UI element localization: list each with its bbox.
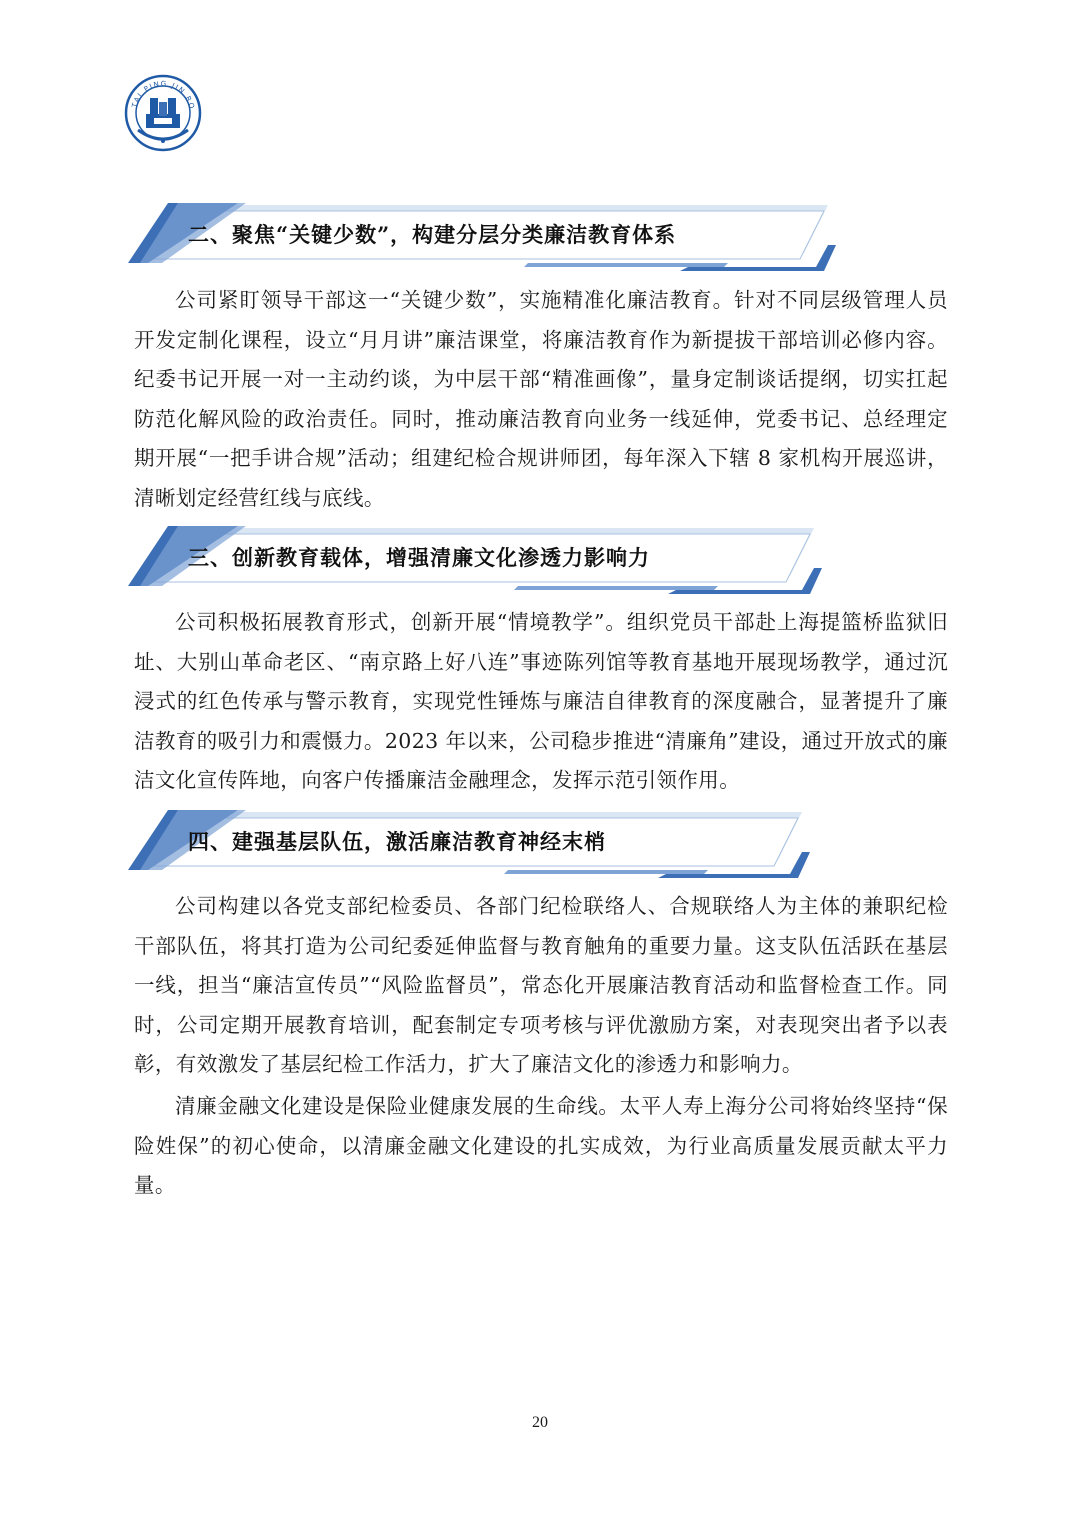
section-banner-3 (128, 524, 822, 596)
section-title: 二、聚焦“关键少数”，构建分层分类廉洁教育体系 (188, 222, 677, 247)
page-number: 20 (532, 1414, 548, 1431)
company-seal-logo-icon (124, 74, 202, 152)
section-4-paragraph: 公司构建以各党支部纪检委员、各部门纪检联络人、合规联络人为主体的兼职纪检干部队伍，将其打造为公司纪委延伸监督与教育触角的重要力量。这支队伍活跃在基层一线，担当“廉洁宣传员”“风险监督员”，常态化开展廉洁教育活动和监督检查工作。同时，公司定期开展教育培训，配套制定专项考核与评优激励方案，对表现突出者予以表彰，有效激发了基层纪检工作活力，扩大了廉洁文化的渗透力和影响力。 (134, 894, 948, 1077)
section-title: 三、创新教育载体，增强清廉文化渗透力影响力 (188, 545, 650, 570)
section-title: 四、建强基层队伍，激活廉洁教育神经末梢 (188, 829, 606, 854)
closing-paragraph: 清廉金融文化建设是保险业健康发展的生命线。太平人寿上海分公司将始终坚持“保险姓保”的初心使命，以清廉金融文化建设的扎实成效，为行业高质量发展贡献太平力量。 (134, 1094, 948, 1198)
section-banner-2 (128, 201, 836, 273)
section-2-paragraph: 公司紧盯领导干部这一“关键少数”，实施精准化廉洁教育。针对不同层级管理人员开发定制化课程，设立“月月讲”廉洁课堂，将廉洁教育作为新提拔干部培训必修内容。纪委书记开展一对一主动约谈，为中层干部“精准画像”，量身定制谈话提纲，切实扛起防范化解风险的政治责任。同时，推动廉洁教育向业务一线延伸，党委书记、总经理定期开展“一把手讲合规”活动；组建纪检合规讲师团，每年深入下辖 8 家机构开展巡讲，清晰划定经营红线与底线。 (134, 288, 948, 510)
section-3-paragraph: 公司积极拓展教育形式，创新开展“情境教学”。组织党员干部赴上海提篮桥监狱旧址、大别山革命老区、“南京路上好八连”事迹陈列馆等教育基地开展现场教学，通过沉浸式的红色传承与警示教育，实现党性锤炼与廉洁自律教育的深度融合，显著提升了廉洁教育的吸引力和震慑力。2023 年以来，公司稳步推进“清廉角”建设，通过开放式的廉洁文化宣传阵地，向客户传播廉洁金融理念，发挥示范引领作用。 (134, 610, 948, 793)
company-logo (124, 74, 202, 152)
svg-text:TAI PING JIN RONG: TAI PING JIN RO (130, 79, 196, 111)
section-banner-4 (128, 808, 810, 880)
